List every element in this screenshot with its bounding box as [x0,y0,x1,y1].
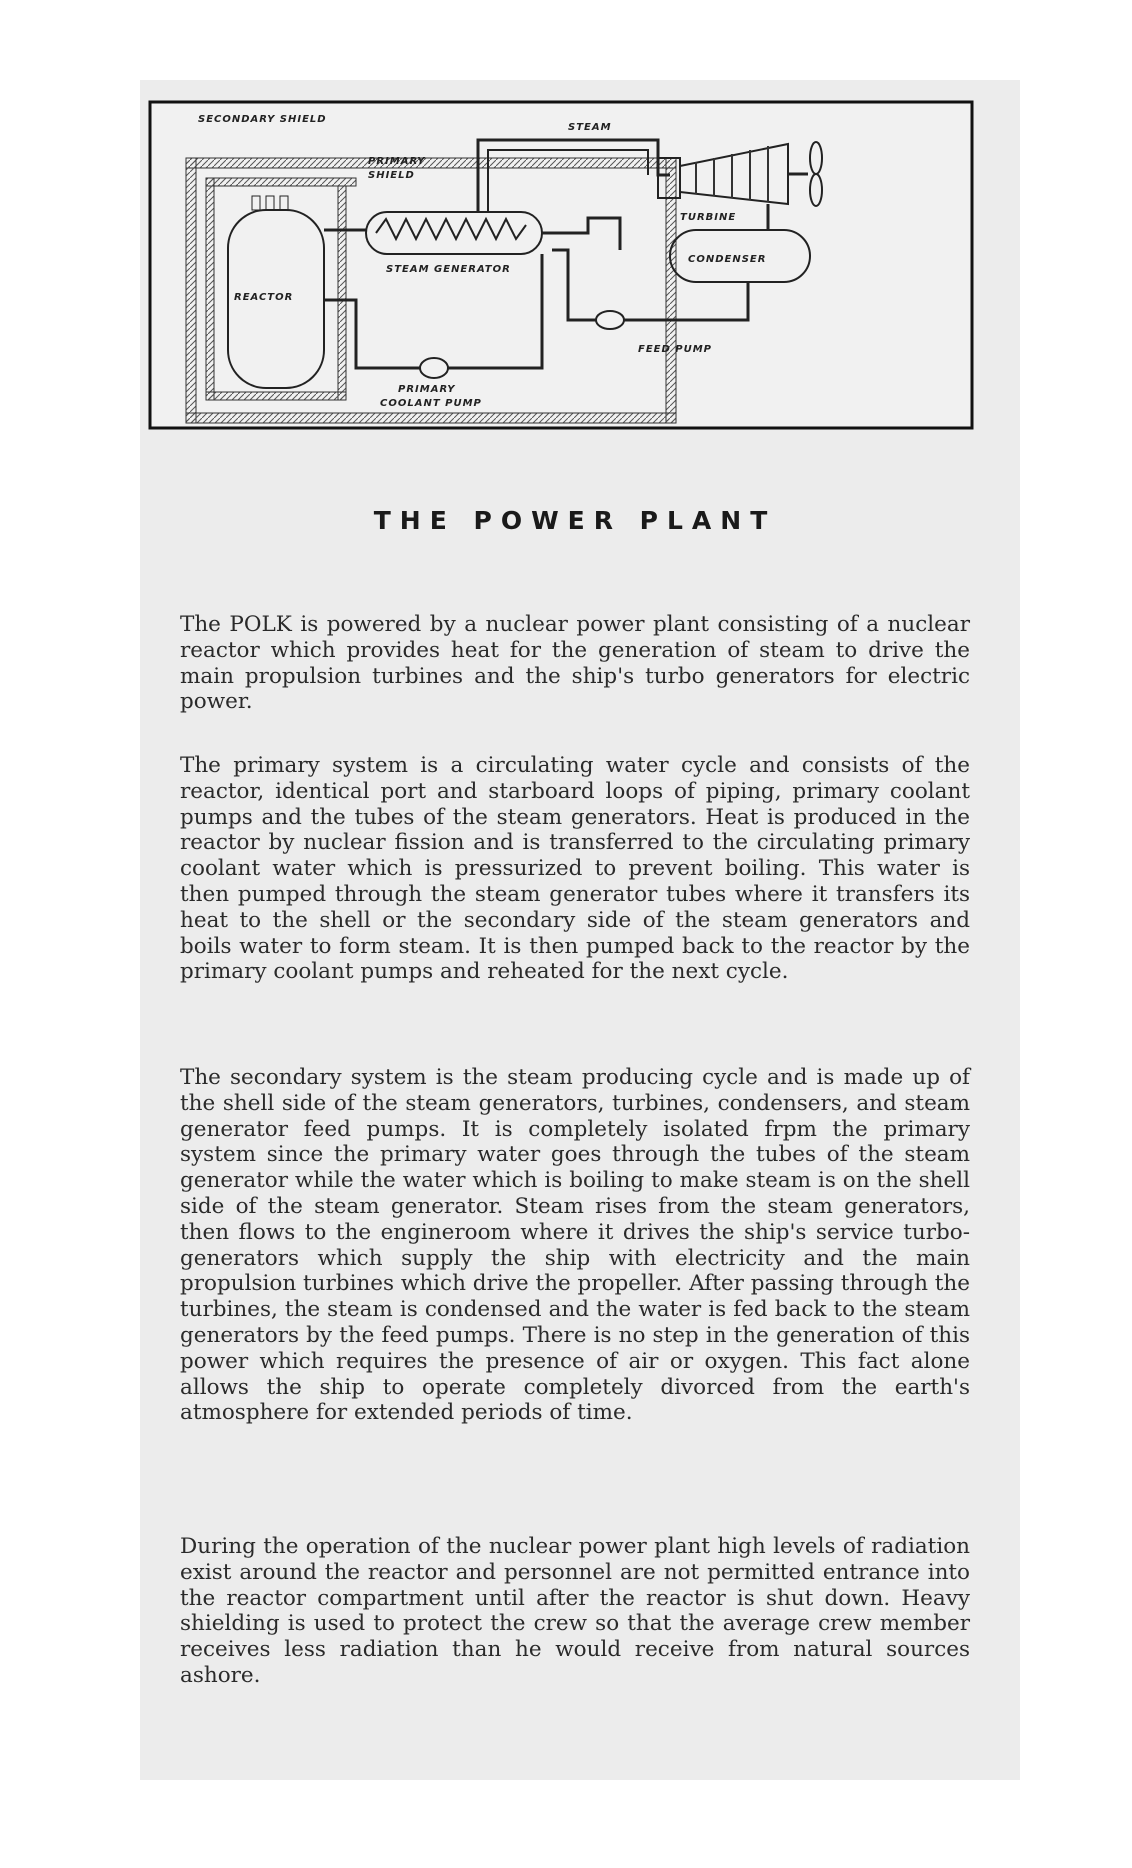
power-plant-diagram [148,100,974,430]
paragraph-primary-system: The primary system is a circulating water cycle and consists of the reactor, identical port and starboard loops of piping, primary coolant pumps and the tubes of the steam generators. Heat is produced in the reactor by nuclear fission and is transferred to the circulating primary coolant water which is pressurized to prevent boiling. This water is then pumped through the steam generator tubes where it transfers its heat to the shell or the secondary side of the steam generators and boils water to form steam. It is then pumped back to the reactor by the primary coolant pumps and reheated for the next cycle. [180,753,970,985]
label-reactor: REACTOR [234,292,294,303]
label-steam: STEAM [568,122,612,133]
document-page [140,80,1020,1780]
page-title: THE POWER PLANT [373,506,777,535]
label-primary-coolant-pump-2: COOLANT PUMP [380,398,482,409]
paragraph-radiation: During the operation of the nuclear power plant high levels of radiation exist around the reactor and personnel are not permitted entrance into the reactor compartment until after the reactor is shut down. Heavy shielding is used to protect the crew so that the average crew member receives less radiation than he would receive from natural sources ashore. [180,1534,970,1688]
label-feed-pump: FEED PUMP [638,344,713,355]
label-steam-generator: STEAM GENERATOR [386,264,511,275]
label-turbine: TURBINE [680,212,737,223]
label-secondary-shield: SECONDARY SHIELD [198,114,327,125]
paragraph-intro: The POLK is powered by a nuclear power plant consisting of a nuclear reactor which provides heat for the generation of steam to drive the main propulsion turbines and the ship's turbo generators for electric power. [180,612,970,715]
paragraph-secondary-system: The secondary system is the steam producing cycle and is made up of the shell side of the steam generators, turbines, condensers, and steam generator feed pumps. It is completely isolated frpm the primary system since the primary water goes through the tubes of the steam generator while the water which is boiling to make steam is on the shell side of the steam generator. Steam rises from the steam generators, then flows to the engineroom where it drives the ship's service turbo-generators which supply the ship with electricity and the main propulsion turbines which drive the propeller. After passing through the turbines, the steam is condensed and the water is fed back to the steam generators by the feed pumps. There is no step in the generation of this power which requires the presence of air or oxygen. This fact alone allows the ship to operate completely divorced from the earth's atmosphere for extended periods of time. [180,1065,970,1426]
label-condenser: CONDENSER [688,254,767,265]
label-primary-shield-2: SHIELD [368,170,415,181]
label-primary-shield-1: PRIMARY [368,156,426,167]
label-primary-coolant-pump-1: PRIMARY [398,384,456,395]
